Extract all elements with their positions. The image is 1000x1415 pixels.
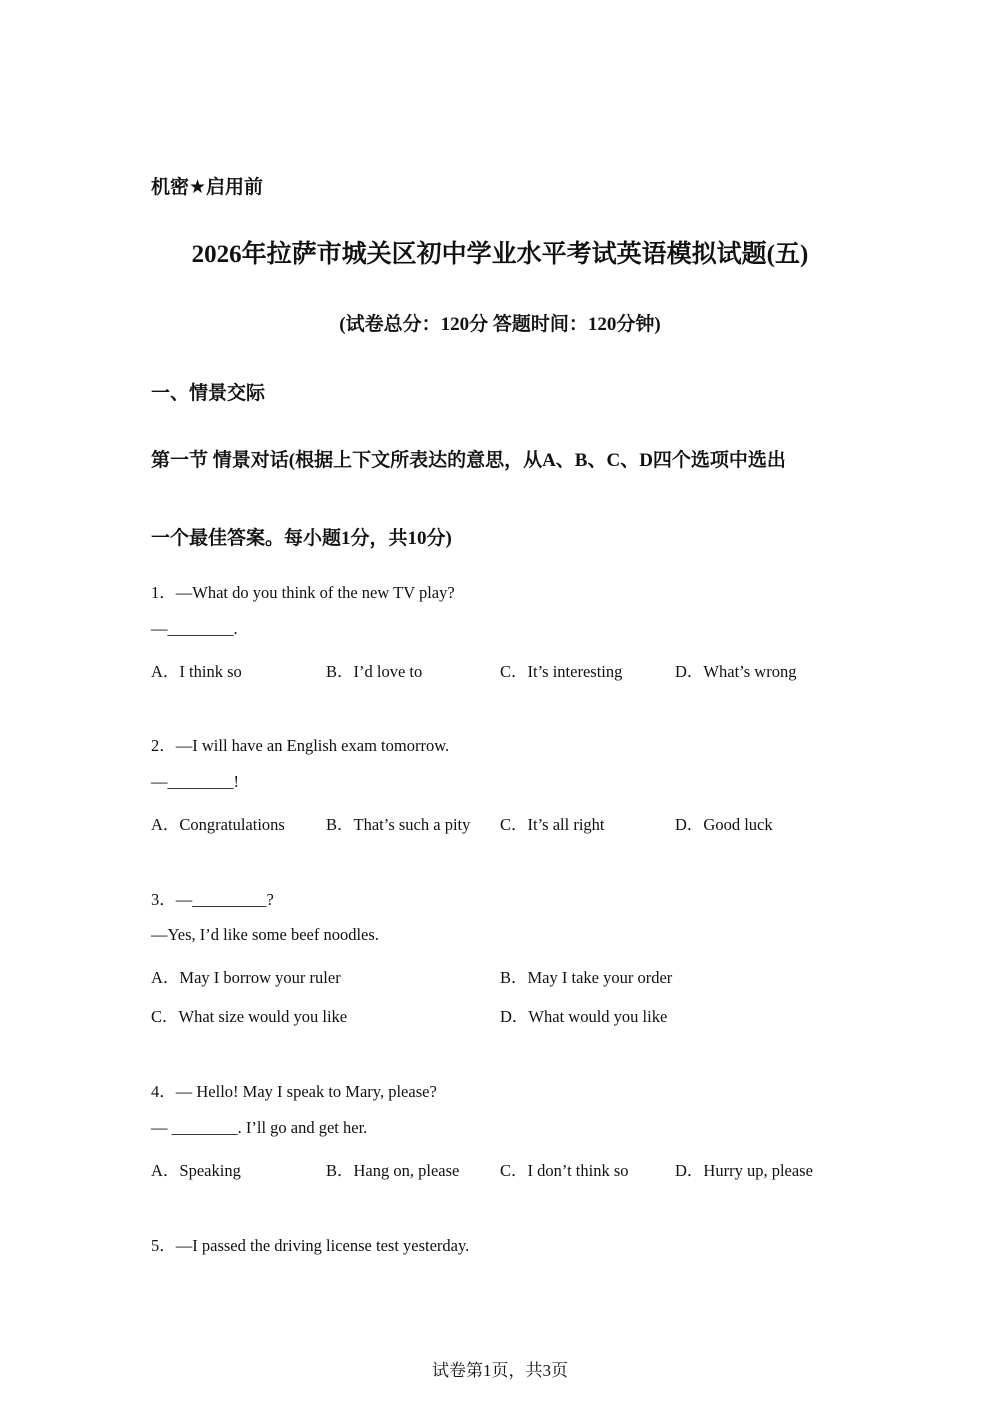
section-heading: 一、情景交际 (151, 382, 266, 404)
section-instruction-line1: 第一节 情景对话(根据上下文所表达的意思，从A、B、C、D四个选项中选出 (151, 450, 786, 471)
exam-subtitle: (试卷总分：120分 答题时间：120分钟) (339, 314, 661, 335)
question-prompt: 2．—I will have an English exam tomorrow. (151, 736, 450, 755)
option-b: B．I’d love to (326, 662, 423, 681)
exam-title: 2026年拉萨市城关区初中学业水平考试英语模拟试题(五) (191, 241, 809, 268)
question-response: —________. (151, 619, 238, 638)
question-prompt: 3．—_________? (151, 890, 274, 909)
option-c: C．What size would you like (151, 1007, 348, 1026)
question-prompt: 1．—What do you think of the new TV play? (151, 583, 455, 602)
option-d: D．Hurry up, please (675, 1161, 813, 1180)
option-b: B．Hang on, please (326, 1161, 460, 1180)
option-c: C．It’s all right (500, 815, 605, 834)
option-b: B．That’s such a pity (326, 815, 471, 834)
option-b: B．May I take your order (500, 968, 673, 987)
question-response: — ________. I’ll go and get her. (151, 1118, 368, 1137)
question-prompt: 4．— Hello! May I speak to Mary, please? (151, 1082, 437, 1101)
page-footer: 试卷第1页，共3页 (432, 1361, 568, 1380)
question-response: —Yes, I’d like some beef noodles. (151, 925, 379, 944)
option-c: C．I don’t think so (500, 1161, 629, 1180)
question-prompt: 5．—I passed the driving license test yesterday. (151, 1236, 470, 1255)
option-a: A．Congratulations (151, 815, 285, 834)
option-a: A．Speaking (151, 1161, 241, 1180)
question-response: —________! (151, 772, 239, 791)
option-a: A．May I borrow your ruler (151, 968, 341, 987)
section-instruction-line2: 一个最佳答案。每小题1分，共10分) (151, 528, 452, 549)
option-c: C．It’s interesting (500, 662, 623, 681)
option-a: A．I think so (151, 662, 242, 681)
option-d: D．What’s wrong (675, 662, 797, 681)
option-d: D．What would you like (500, 1007, 668, 1026)
option-d: D．Good luck (675, 815, 773, 834)
confidential-label: 机密★启用前 (151, 176, 264, 198)
